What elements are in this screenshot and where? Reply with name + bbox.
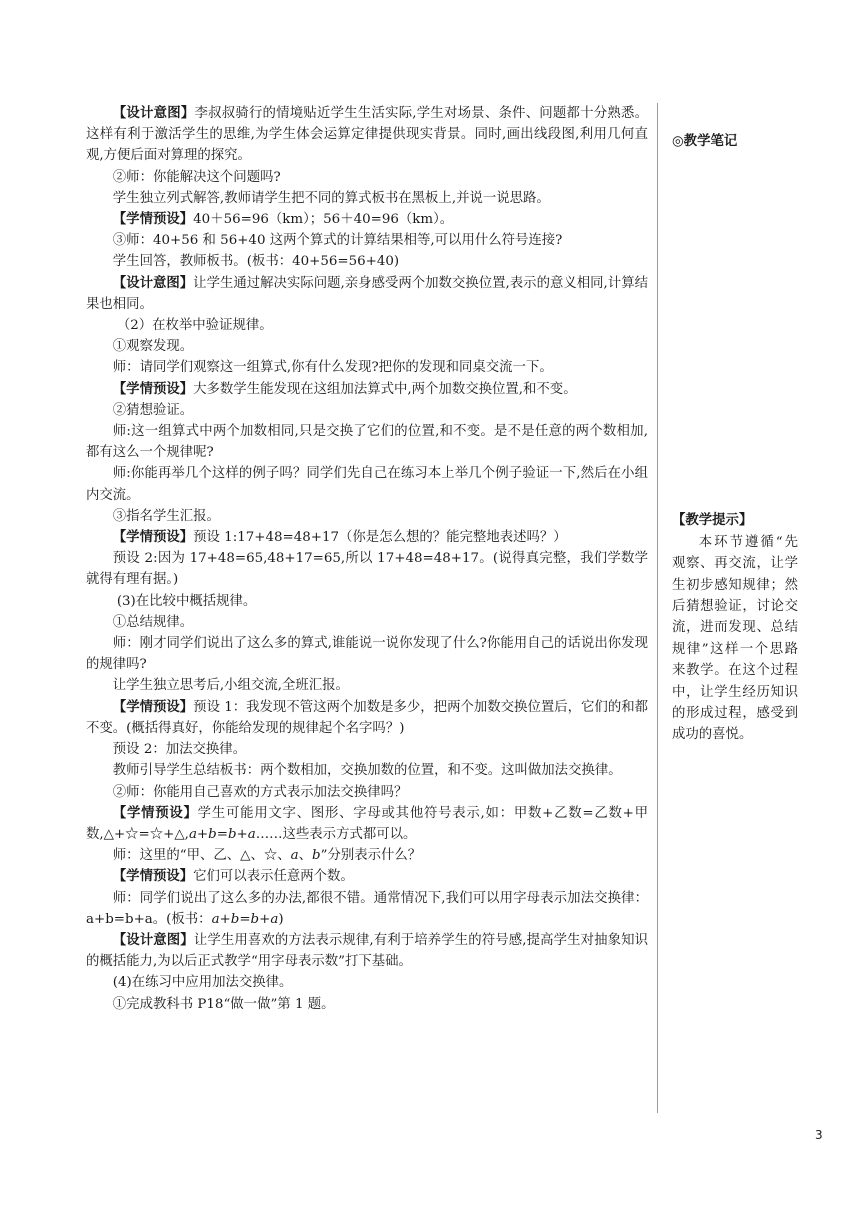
paragraph [86,273,648,315]
paragraph-text: ) [278,911,284,927]
paragraph: 师:这一组算式中两个加数相同,只是交换了它们的位置,和不变。是不是任意的两个数相加,都有这么一个规律呢? [86,424,648,461]
paragraph-text: 李叔叔骑行的情境贴近学生生活实际,学生对场景、条件、问题都十分熟悉。这样有利于激活学生的思维,为学生体会运算定律提供现实背景。同时,画出线段图,利用几何直观,方便后面对算理的探究。 [86,106,648,164]
variable: b [312,848,321,864]
paragraph: ①总结规律。 [112,614,194,630]
section-tag: 【设计意图】 [112,274,194,291]
page-number: 3 [815,1128,823,1142]
paragraph: ①完成教科书 P18“做一做”第 1 题。 [112,996,335,1012]
paragraph-text: 、 [298,848,313,864]
paragraph [86,930,648,972]
paragraph: ②猜想验证。 [112,402,194,418]
paragraph: ③指名学生汇报。 [112,508,220,524]
paragraph-text: 大多数学生能发现在这组加法算式中,两个加数交换位置,和不变。 [193,381,577,397]
paragraph: (3)在比较中概括规律。 [116,593,257,609]
paragraph [86,866,648,887]
column-divider [657,103,658,1113]
paragraph-text: 预设 1：我发现不管这两个加数是多少，把两个加数交换位置后，它们的和都不变。(概括得真好，你能给发现的规律起个名字吗？) [86,699,648,736]
paragraph-text: 它们可以表示任意两个数。 [193,869,354,885]
teaching-tip-title: 【教学提示】 [672,512,753,529]
paragraph [86,845,648,866]
paragraph: 学生回答，教师板书。(板书：40+56=56+40) [112,254,400,270]
paragraph-text: 师：这里的“甲、乙、△、☆、 [112,848,291,864]
sidebar [672,131,798,746]
paragraph [86,379,648,400]
paragraph: (4)在练习中应用加法交换律。 [112,975,293,991]
section-tag: 【设计意图】 [112,105,195,121]
section-tag: 【学情预设】 [112,211,194,228]
paragraph-text: 40＋56=96（km）；56＋40=96（km）。 [193,212,454,228]
teaching-tip-text: 本环节遵循“先观察、再交流，让学生初步感知规律；然后猜想验证，讨论交流，进而发现、总结规律”这样一个思路来教学。在这个过程中，让学生经历知识的形成过程，感受到成功的喜悦。 [672,534,798,743]
paragraph: 让学生独立思考后,小组交流,全班汇报。 [112,678,349,694]
paragraph: ①观察发现。 [112,339,194,355]
paragraph-text: 师：同学们说出了这么多的办法,都很不错。通常情况下,我们可以用字母表示加法交换律：a+b=b+a。(板书： [86,890,648,927]
paragraph: 预设 2：加法交换律。 [112,742,247,758]
section-tag: 【学情预设】 [112,380,194,397]
variable: a [290,848,299,864]
paragraph [86,103,648,167]
section-tag: 【学情预设】 [112,868,194,885]
paragraph-text: 学生可能用文字、图形、字母或其他符号表示,如：甲数+乙数=乙数+甲数,△+☆=☆+△, [86,805,649,842]
paragraph: 预设 2:因为 17+48=65,48+17=65,所以 17+48=48+17。(说得真完整，我们学数学就得有理有据。) [86,551,648,588]
paragraph [86,803,648,845]
paragraph-text: ……这些表示方式都可以。 [255,826,417,842]
paragraph-text: 让学生通过解决实际问题,亲身感受两个加数交换位置,表示的意义相同,计算结果也相同。 [86,275,648,312]
paragraph [86,527,648,548]
formula: a+b=b+a [211,911,279,927]
paragraph: 师:你能再举几个这样的例子吗？同学们先自己在练习本上举几个例子验证一下,然后在小组内交流。 [86,466,648,503]
formula: a+b=b+a [188,826,256,842]
paragraph: ③师：40+56 和 56+40 这两个算式的计算结果相等,可以用什么符号连接? [112,233,563,249]
paragraph [86,697,648,739]
paragraph-text: ”分别表示什么？ [320,848,422,864]
section-tag: 【学情预设】 [112,529,194,546]
paragraph: 学生独立列式解答,教师请学生把不同的算式板书在黑板上,并说一说思路。 [112,190,550,206]
paragraph [86,209,648,230]
paragraph: ②师：你能用自己喜欢的方式表示加法交换律吗？ [112,784,408,800]
paragraph: 教师引导学生总结板书：两个数相加，交换加数的位置，和不变。这叫做加法交换律。 [112,763,622,779]
section-tag: 【设计意图】 [112,931,194,948]
main-column [86,103,648,1015]
paragraph [86,888,648,930]
paragraph: 师：刚才同学们说出了这么多的算式,谁能说一说你发现了什么?你能用自己的话说出你发现的规律吗? [86,636,648,673]
paragraph: 师：请同学们观察这一组算式,你有什么发现?把你的发现和同桌交流一下。 [112,360,553,376]
paragraph: （2）在枚举中验证规律。 [116,318,273,334]
paragraph-text: 预设 1:17+48=48+17（你是怎么想的？能完整地表述吗？） [193,530,567,546]
section-tag: 【学情预设】 [112,804,198,821]
section-tag: 【学情预设】 [112,698,194,715]
paragraph-text: 让学生用喜欢的方法表示规律,有利于培养学生的符号感,提高学生对抽象知识的概括能力,为以后正式教学“用字母表示数”打下基础。 [86,932,648,970]
paragraph: ②师：你能解决这个问题吗? [112,169,281,185]
teaching-notes-title: ◎教学笔记 [672,133,738,149]
